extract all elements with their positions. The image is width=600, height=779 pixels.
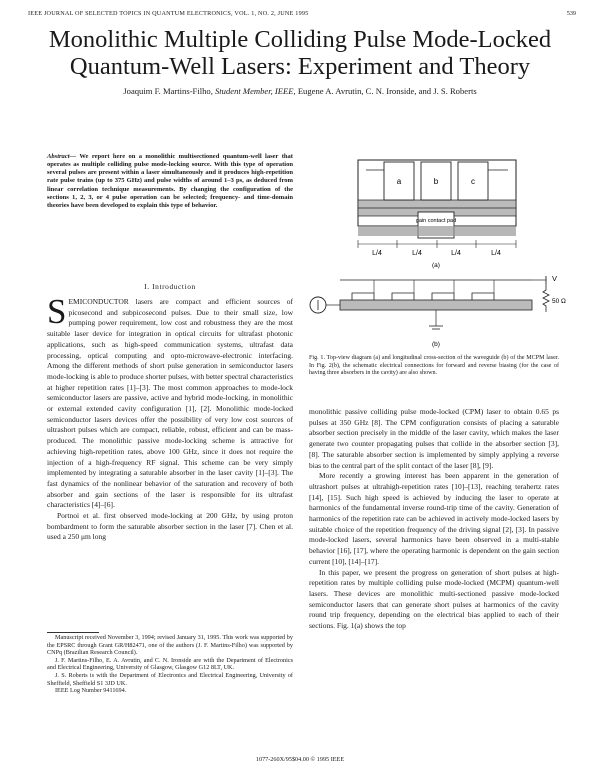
right-paragraph-3: In this paper, we present the progress on generation of short pulses at high-repetition rates by multiple colliding pulse mode-locked (MCPM) quantum-well lasers. These devices are monolithic multi-sectioned passive mode-locked semiconductor lasers that can generate short pulses at harmonics of the cavity round trip frequency, depending on the electrical bias applied to each of their sections. Fig. 1(a) shows the top bbox=[309, 567, 559, 631]
footnote-rule bbox=[47, 632, 99, 633]
waveguide-body bbox=[340, 300, 532, 310]
dim-label-1: L/4 bbox=[372, 250, 382, 257]
section-heading-introduction: I. Introduction bbox=[144, 282, 196, 291]
title-line-1: Monolithic Multiple Colliding Pulse Mode-Locked bbox=[48, 26, 552, 53]
paper-title bbox=[20, 26, 580, 80]
intro-paragraph-2: Portnoi et al. first observed mode-locking at 200 GHz, by using proton bombardment to form the saturable absorber section in the laser [7]. Chen et al. used a 250 μm long bbox=[47, 511, 293, 542]
panel-b-label: (b) bbox=[432, 341, 440, 348]
segment-contacts bbox=[352, 293, 494, 300]
introduction-right-column bbox=[309, 407, 559, 632]
abstract-text: We report here on a monolithic multisectioned quantum-well laser that operates as multiple colliding pulse mode-locking source. With this type of operation several pulses are present within a laser simultaneously and it produces high-repetition rate pulse trains (up to 375 GHz) and pulse widths of around 1–3 ps, as deduced from linear correlation technique measurements. By changing the configuration of the sections 1, 2, 3, or 4 pulse operation can be selected; frequency- and time-domain theories have been developed to explain this type of behavior. bbox=[47, 153, 293, 209]
abstract-label: Abstract— bbox=[47, 153, 77, 160]
intro-paragraph-1-text: lasers are compact and efficient sources of picosecond and subpicosecond pulses. Due to their small size, low pumping power requirement, low cost and robustness they are the most suitable laser device for integration in optical circuits for ultrafast photonic applications, such as high-speed communication systems, ultrafast data processing, optical computing and opto-microwave-electronic interfacing. Among the different methods of short pulse generation in semiconductor lasers mode-locking is able to produce shorter pulses, with better spectral characteristics at higher repetition rates [1]–[3]. The most common approaches to mode-lock semiconductor lasers are passive, active and hybrid mode-locking, in monolithic or external extended cavity configuration [1], [2]. Monolithic mode-locked semiconductor lasers devices offer the possibility of very low cost sources of ultrashort pulses which are compact, reliable, robust, efficient and can be mass-produced. The monolithic passive mode-locking scheme is attractive for achieving high-repetition rates, above 100 GHz, since it does not require the injection of a high-frequency RF signal. This scheme can be very simply implemented by integrating a saturable absorber in the laser cavity [1]–[3]. The fast dynamics of the nonlinear behavior of the saturation and recovery of both absorber and gain sections of the laser is responsible for its ultrafast characteristics [4]–[6]. bbox=[47, 297, 293, 510]
figure-1 bbox=[300, 150, 570, 350]
right-paragraph-2: More recently a growing interest has been apparent in the generation of ultrashort pulses at ultrahigh-repetition rates [10]–[13], reaching terahertz rates [14], [15]. Such high speed is achieved by inducing the laser to operate at harmonics of the fundamental inverse round-trip time of the cavity. Generation of harmonics of the repetition rate can be achieved in actively mode-locked lasers by suitable choice of the repetition frequency of the driving signal [2], [3]. In passive mode-locked lasers, several harmonics have been observed in a multi-stable behavior [16], [17], where the operating harmonic is dependent on the gain section current [10], [14]–[17]. bbox=[309, 471, 559, 566]
drop-cap: S bbox=[47, 292, 67, 331]
right-paragraph-1: monolithic passive colliding pulse mode-locked (CPM) laser to obtain 0.65 ps pulses at 350 GHz [8]. The CPM configuration consists of placing a saturable absorber section precisely in the middle of the laser cavity, which makes the laser generate two counter propagating pulses that collide in the absorber section [3], [8]. The saturable absorber section is implemented by simply applying a reverse bias to the central part of the split contact of the laser [8], [9]. bbox=[309, 407, 559, 470]
figure-1a-top-view bbox=[358, 160, 516, 269]
copyright-footer: 1077-260X/95$04.00 © 1995 IEEE bbox=[255, 756, 345, 763]
footnotes bbox=[47, 634, 293, 695]
author-membership: Student Member, IEEE bbox=[215, 86, 294, 96]
authors-rest: , Eugene A. Avrutin, C. N. Ironside, and J. S. Roberts bbox=[293, 86, 477, 96]
label-c: c bbox=[471, 177, 475, 186]
figure-1b-cross-section bbox=[310, 274, 566, 348]
hatched-bar-bottom bbox=[358, 226, 516, 236]
dim-label-3: L/4 bbox=[451, 250, 461, 257]
footnote-log-number: IEEE Log Number 9411694. bbox=[55, 687, 127, 695]
running-header: IEEE JOURNAL OF SELECTED TOPICS IN QUANTUM ELECTRONICS, VOL. 1, NO. 2, JUNE 1995 bbox=[28, 10, 309, 17]
label-a: a bbox=[396, 177, 402, 186]
footnote-manuscript: Manuscript received November 3, 1994; revised January 31, 1995. This work was supported by the EPSRC through Grant GR/H82471, one of the authors (J. F. Martins-Filho) was supported by CNPq (Brazilian Research Council). bbox=[47, 634, 293, 657]
introduction-left-column bbox=[47, 292, 293, 543]
resistor-icon bbox=[543, 284, 549, 312]
voltage-label: V bbox=[552, 274, 558, 283]
abstract bbox=[47, 153, 293, 210]
panel-a-label: (a) bbox=[432, 262, 440, 269]
figure-1-caption: Fig. 1. Top-view diagram (a) and longitudinal cross-section of the waveguide (b) of the MCPM laser. In Fig. 2(b), the schematic electrical connections for forward and reverse biasing (for the case of having three absorbers in the cavity) are also shown. bbox=[309, 355, 559, 377]
authors-first: Joaquim F. Martins-Filho, bbox=[123, 86, 215, 96]
label-b: b bbox=[433, 177, 439, 186]
intro-paragraph-1 bbox=[47, 292, 293, 511]
footnote-affiliation-glasgow: J. F. Martins-Filho, E. A. Avrutin, and C. N. Ironside are with the Department of Electronics and Electrical Engineering, University of Glasgow, Glasgow G12 8LT, UK. bbox=[47, 656, 293, 672]
author-list bbox=[20, 86, 580, 96]
intro-first-word: EMICONDUCTOR bbox=[68, 297, 129, 306]
dim-label-2: L/4 bbox=[412, 250, 422, 257]
footnote-affiliation-sheffield: J. S. Roberts is with the Department of Electronics and Electrical Engineering, University of Sheffield, Sheffield S1 3JD UK. bbox=[47, 671, 293, 687]
title-line-2: Quantum-Well Lasers: Experiment and Theory bbox=[69, 53, 531, 80]
resistor-label: 50 Ω bbox=[552, 298, 566, 305]
page-number: 539 bbox=[566, 10, 576, 17]
gain-contact-label: gain contact pad bbox=[415, 218, 457, 224]
dim-label-4: L/4 bbox=[491, 250, 501, 257]
